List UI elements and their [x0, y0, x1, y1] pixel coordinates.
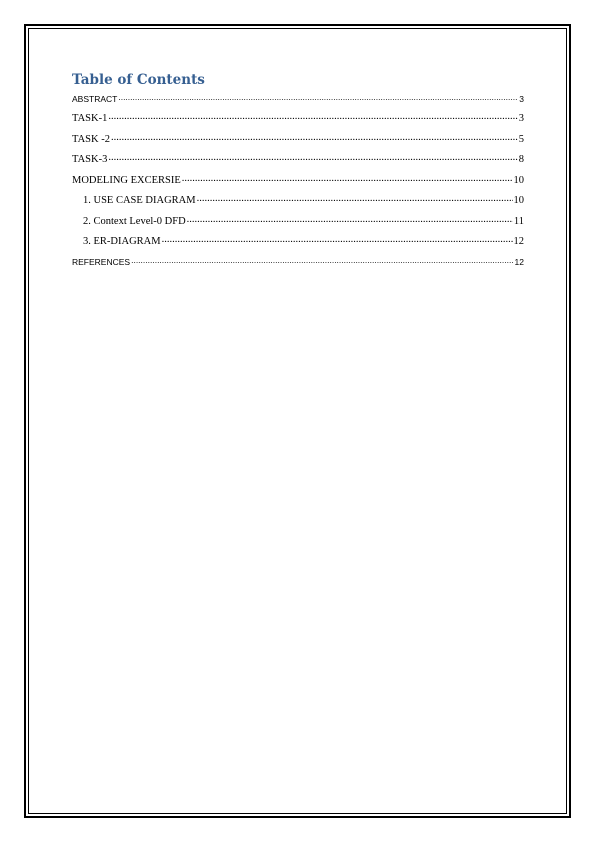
toc-entry-label: TASK -2 — [72, 133, 110, 145]
toc-entry-page: 3 — [518, 113, 524, 124]
toc-entry-references[interactable] — [72, 257, 524, 278]
toc-leader-dots — [182, 173, 513, 184]
toc-leader-dots — [131, 255, 513, 265]
toc-entry-label: REFERENCES — [72, 256, 131, 267]
toc-entry-label: 3. ER-DIAGRAM — [83, 236, 161, 247]
toc-entry-page: 5 — [518, 133, 524, 145]
toc-entry-task-2[interactable] — [72, 134, 524, 155]
toc-entry-label: TASK-3 — [72, 154, 108, 165]
toc-entry-page: 11 — [513, 215, 524, 227]
toc-entry-label: ABSTRACT — [72, 94, 118, 104]
toc-leader-dots — [118, 92, 518, 102]
toc-entry-page: 12 — [513, 236, 524, 247]
toc-leader-dots — [187, 214, 513, 225]
toc-leader-dots — [162, 234, 513, 245]
toc-entry-label: MODELING EXCERSIE — [72, 174, 181, 186]
toc-leader-dots — [108, 152, 517, 163]
table-of-contents — [72, 70, 524, 277]
toc-leader-dots — [111, 132, 518, 143]
toc-entry-page: 10 — [513, 174, 524, 186]
toc-leader-dots — [108, 111, 517, 122]
toc-entry-task-1[interactable] — [72, 113, 524, 134]
toc-entry-label: TASK-1 — [72, 113, 108, 124]
toc-leader-dots — [197, 193, 513, 204]
toc-entry-label: 2. Context Level-0 DFD — [83, 215, 186, 227]
toc-title: Table of Contents — [72, 72, 205, 88]
toc-entry-label: 1. USE CASE DIAGRAM — [83, 195, 196, 206]
toc-entry-page: 12 — [514, 256, 524, 267]
toc-entry-task-3[interactable] — [72, 154, 524, 175]
toc-entry-page: 3 — [519, 94, 524, 104]
toc-entry-page: 10 — [513, 195, 524, 206]
toc-entry-page: 8 — [518, 154, 524, 165]
toc-entry-use-case-diagram[interactable] — [72, 195, 524, 216]
toc-entry-context-dfd[interactable] — [72, 216, 524, 237]
toc-entry-modeling-excersie[interactable] — [72, 175, 524, 196]
toc-entry-er-diagram[interactable] — [72, 236, 524, 257]
